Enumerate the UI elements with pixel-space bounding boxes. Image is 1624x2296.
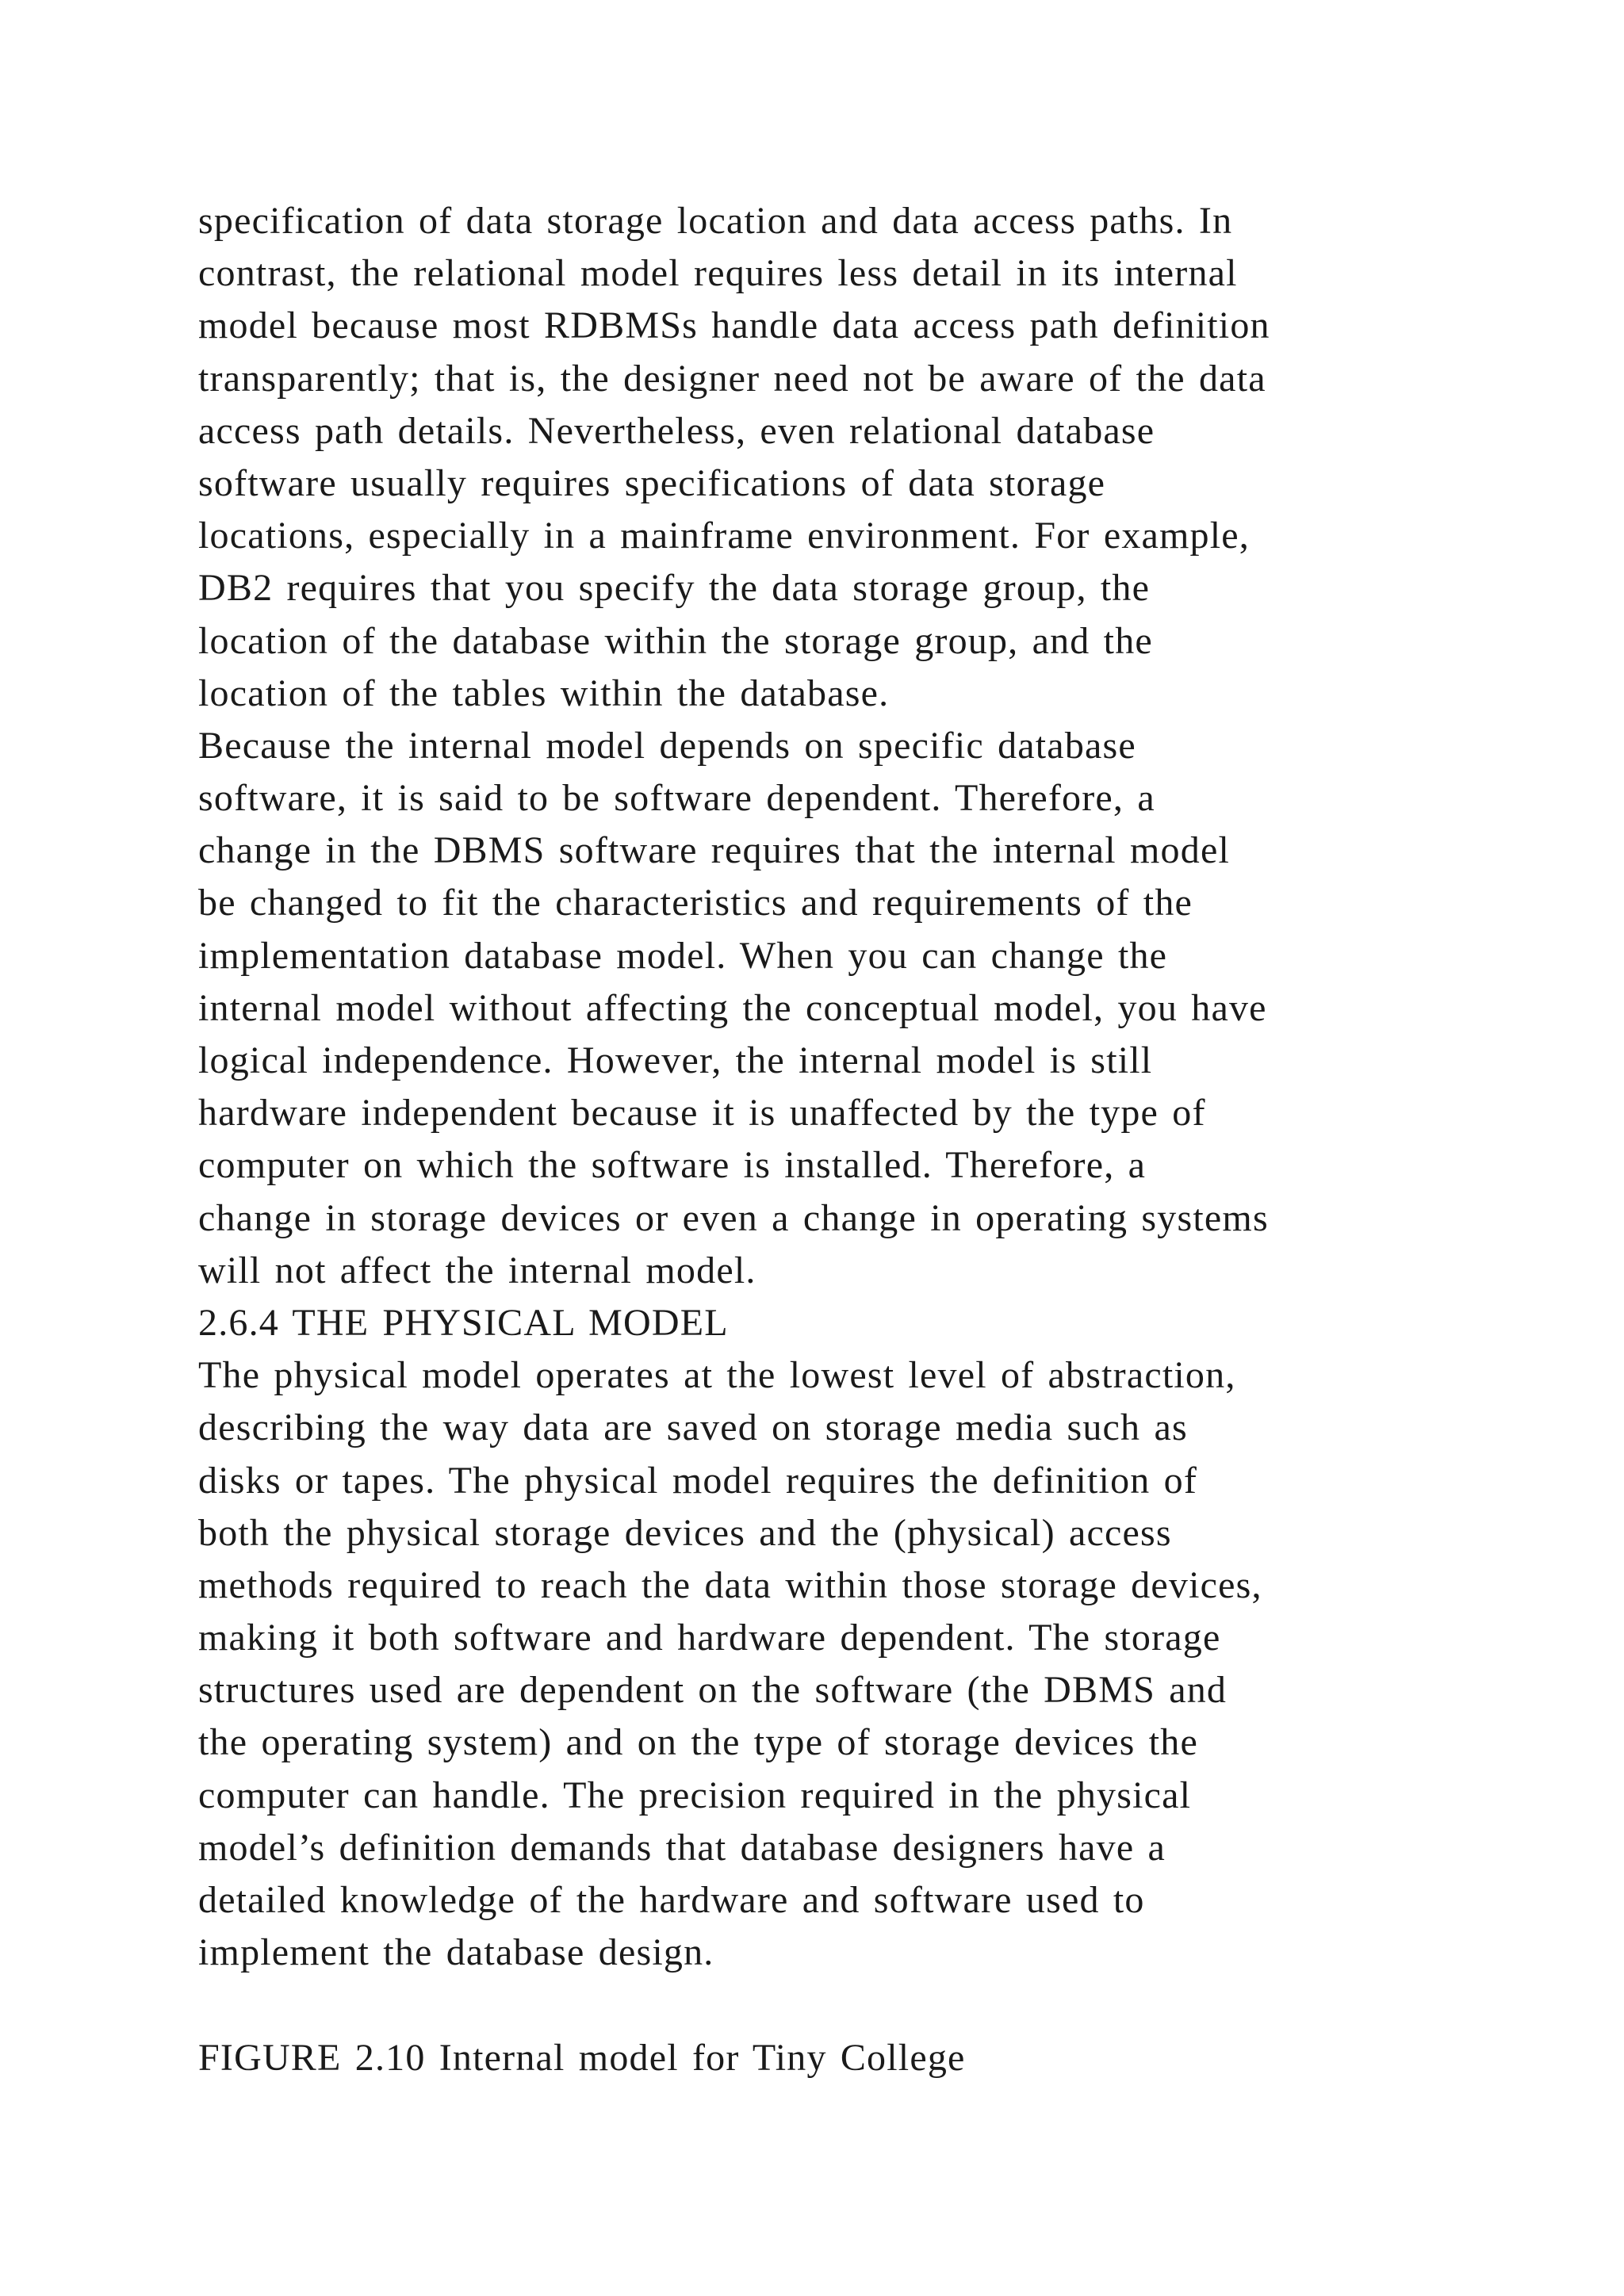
text-line: implementation database model. When you can change the [198,934,1168,977]
section-heading: 2.6.4 THE PHYSICAL MODEL [198,1301,729,1344]
text-line: The physical model operates at the lowest level of abstraction, [198,1354,1236,1397]
paragraph-spacer [198,1979,1435,2031]
text-line: methods required to reach the data within those storage devices, [198,1563,1262,1606]
text-line: access path details. Nevertheless, even relational database [198,409,1155,452]
paragraph-storage-locations [198,195,1435,720]
text-line: computer can handle. The precision required in the physical [198,1774,1192,1816]
text-line: software usually requires specifications of data storage [198,461,1106,504]
text-line: model because most RDBMSs handle data access path definition [198,304,1270,347]
text-line: specification of data storage location and data access paths. In [198,200,1233,242]
text-line: DB2 requires that you specify the data storage group, the [198,567,1151,610]
text-line: transparently; that is, the designer need not be aware of the data [198,357,1266,400]
text-line: locations, especially in a mainframe environment. For example, [198,515,1251,557]
text-line: change in storage devices or even a change in operating systems [198,1196,1269,1239]
text-line: implement the database design. [198,1931,714,1974]
paragraph-physical-model [198,1349,1435,1979]
text-line: structures used are dependent on the software (the DBMS and [198,1669,1228,1712]
figure-caption: FIGURE 2.10 Internal model for Tiny College [198,2036,966,2079]
text-line: contrast, the relational model requires less detail in its internal [198,252,1238,295]
text-line: the operating system) and on the type of storage devices the [198,1721,1198,1764]
text-line: be changed to fit the characteristics and requirements of the [198,882,1193,924]
text-line: software, it is said to be software dependent. Therefore, a [198,777,1155,820]
text-line: hardware independent because it is unaffected by the type of [198,1092,1206,1135]
text-line: both the physical storage devices and the (physical) access [198,1511,1172,1554]
text-line: model’s definition demands that database designers have a [198,1826,1166,1869]
text-line: internal model without affecting the conceptual model, you have [198,986,1267,1029]
text-line: detailed knowledge of the hardware and software used to [198,1879,1145,1921]
paragraph-software-dependence [198,720,1435,1297]
text-line: change in the DBMS software requires that the internal model [198,829,1230,872]
text-line: location of the database within the storage group, and the [198,619,1153,662]
text-line: Because the internal model depends on specific database [198,724,1136,767]
text-line: disks or tapes. The physical model requires the definition of [198,1459,1198,1502]
text-line: describing the way data are saved on storage media such as [198,1406,1188,1449]
text-line: making it both software and hardware dependent. The storage [198,1617,1221,1659]
text-line: location of the tables within the database. [198,672,890,714]
document-body [198,195,1435,2084]
text-line: will not affect the internal model. [198,1249,756,1292]
text-line: computer on which the software is installed. Therefore, a [198,1144,1147,1187]
text-line: logical independence. However, the internal model is still [198,1039,1153,1081]
